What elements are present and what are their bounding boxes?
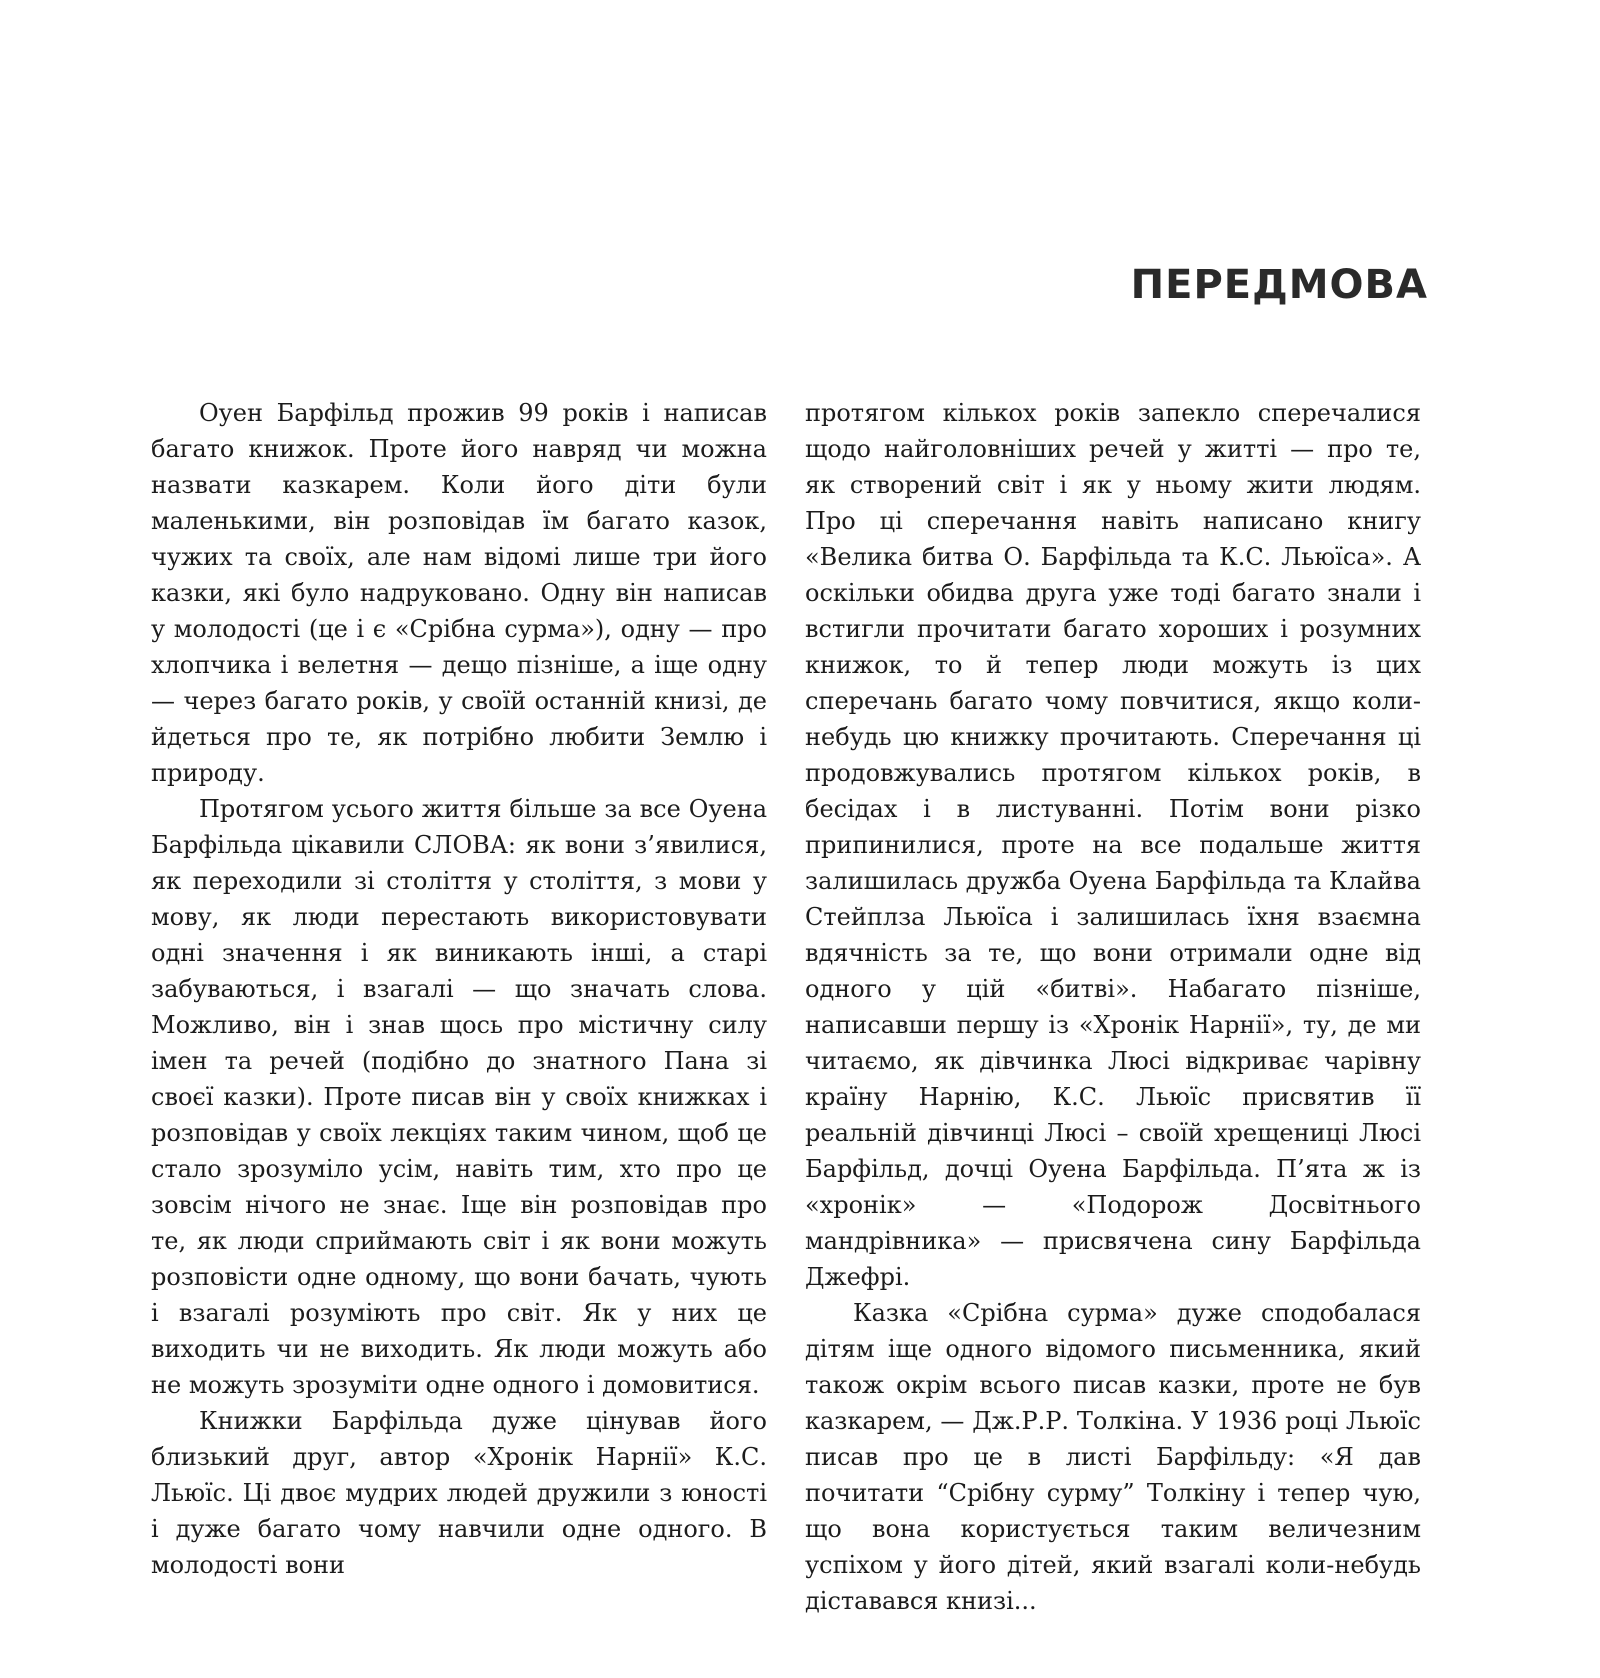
paragraph: Протягом усього життя більше за все Оуена Барфільда цікавили СЛОВА: як вони з’явилися, як переходили зі століття у століття, з мови у мову, як люди перестають використовувати одні значення і як виникають інші, а старі забуваються, і взагалі — що значать слова. Можливо, він і знав щось про містичну силу імен та речей (подібно до знатного Пана зі своєї казки). Проте писав він у своїх книжках і розповідав у своїх лекціях таким чином, щоб це стало зрозуміло усім, навіть тим, хто про це зовсім нічого не знає. Іще він розповідав про те, як люди сприймають світ і як вони можуть розповісти одне одному, що вони бачать, чують і взагалі розуміють про світ. Як у них це виходить чи не виходить. Як люди можуть або не можуть зрозуміти одне одного і домовитися. bbox=[151, 795, 767, 1399]
paragraph: Оуен Барфільд прожив 99 років і написав багато книжок. Проте його навряд чи можна назвати казкарем. Коли його діти були маленькими, він розповідав їм багато казок, чужих та своїх, але нам відомі лише три його казки, які було надруковано. Одну він написав у молодості (це і є «Срібна сурма»), одну — про хлопчика і велетня — дещо пізніше, а іще одну — через багато років, у своїй останній книзі, де йдеться про те, як потрібно любити Землю і природу. bbox=[151, 399, 767, 787]
right-column bbox=[805, 395, 1421, 1619]
page-title: ПЕРЕДМОВА bbox=[1130, 262, 1428, 308]
paragraph: Книжки Барфільда дуже цінував його близький друг, автор «Хронік Нарнії» К.С. Льюїс. Ці двоє мудрих людей дружили з юності і дуже багато чому навчили одне одного. В молодості вони bbox=[151, 1407, 767, 1579]
paragraph-continued: протягом кількох років запекло сперечалися щодо найголовніших речей у житті — про те, як створений світ і як у ньому жити людям. Про ці сперечання навіть написано книгу «Велика битва О. Барфільда та К.С. Льюїса». А оскільки обидва друга уже тоді багато знали і встигли прочитати багато хороших і розумних книжок, то й тепер люди можуть із цих сперечань багато чому повчитися, якщо коли-небудь цю книжку прочитають. Сперечання ці продовжувались протягом кількох років, в бесідах і в листуванні. Потім вони різко припинилися, проте на все подальше життя залишилась дружба Оуена Барфільда та Клайва Стейплза Льюїса і залишилась їхня взаємна вдячність за те, що вони отримали одне від одного у цій «битві». Набагато пізніше, написавши першу із «Хронік Нарнії», ту, де ми читаємо, як дівчинка Люсі відкриває чарівну країну Нарнію, К.С. Льюїс присвятив її реальній дівчинці Люсі – своїй хрещениці Люсі Барфільд, дочці Оуена Барфільда. П’ята ж із «хронік» — «Подорож Досвітнього мандрівника» — присвячена сину Барфільда Джефрі. bbox=[805, 399, 1421, 1291]
paragraph: Казка «Срібна сурма» дуже сподобалася дітям іще одного відомого письменника, який також окрім всього писав казки, проте не був казкарем, — Дж.Р.Р. Толкіна. У 1936 році Льюїс писав про це в листі Барфільду: «Я дав почитати “Срібну сурму” Толкіну і тепер чую, що вона користується таким величезним успіхом у його дітей, який взагалі коли-небудь діставався книзі... bbox=[805, 1299, 1421, 1615]
left-column bbox=[151, 395, 767, 1583]
